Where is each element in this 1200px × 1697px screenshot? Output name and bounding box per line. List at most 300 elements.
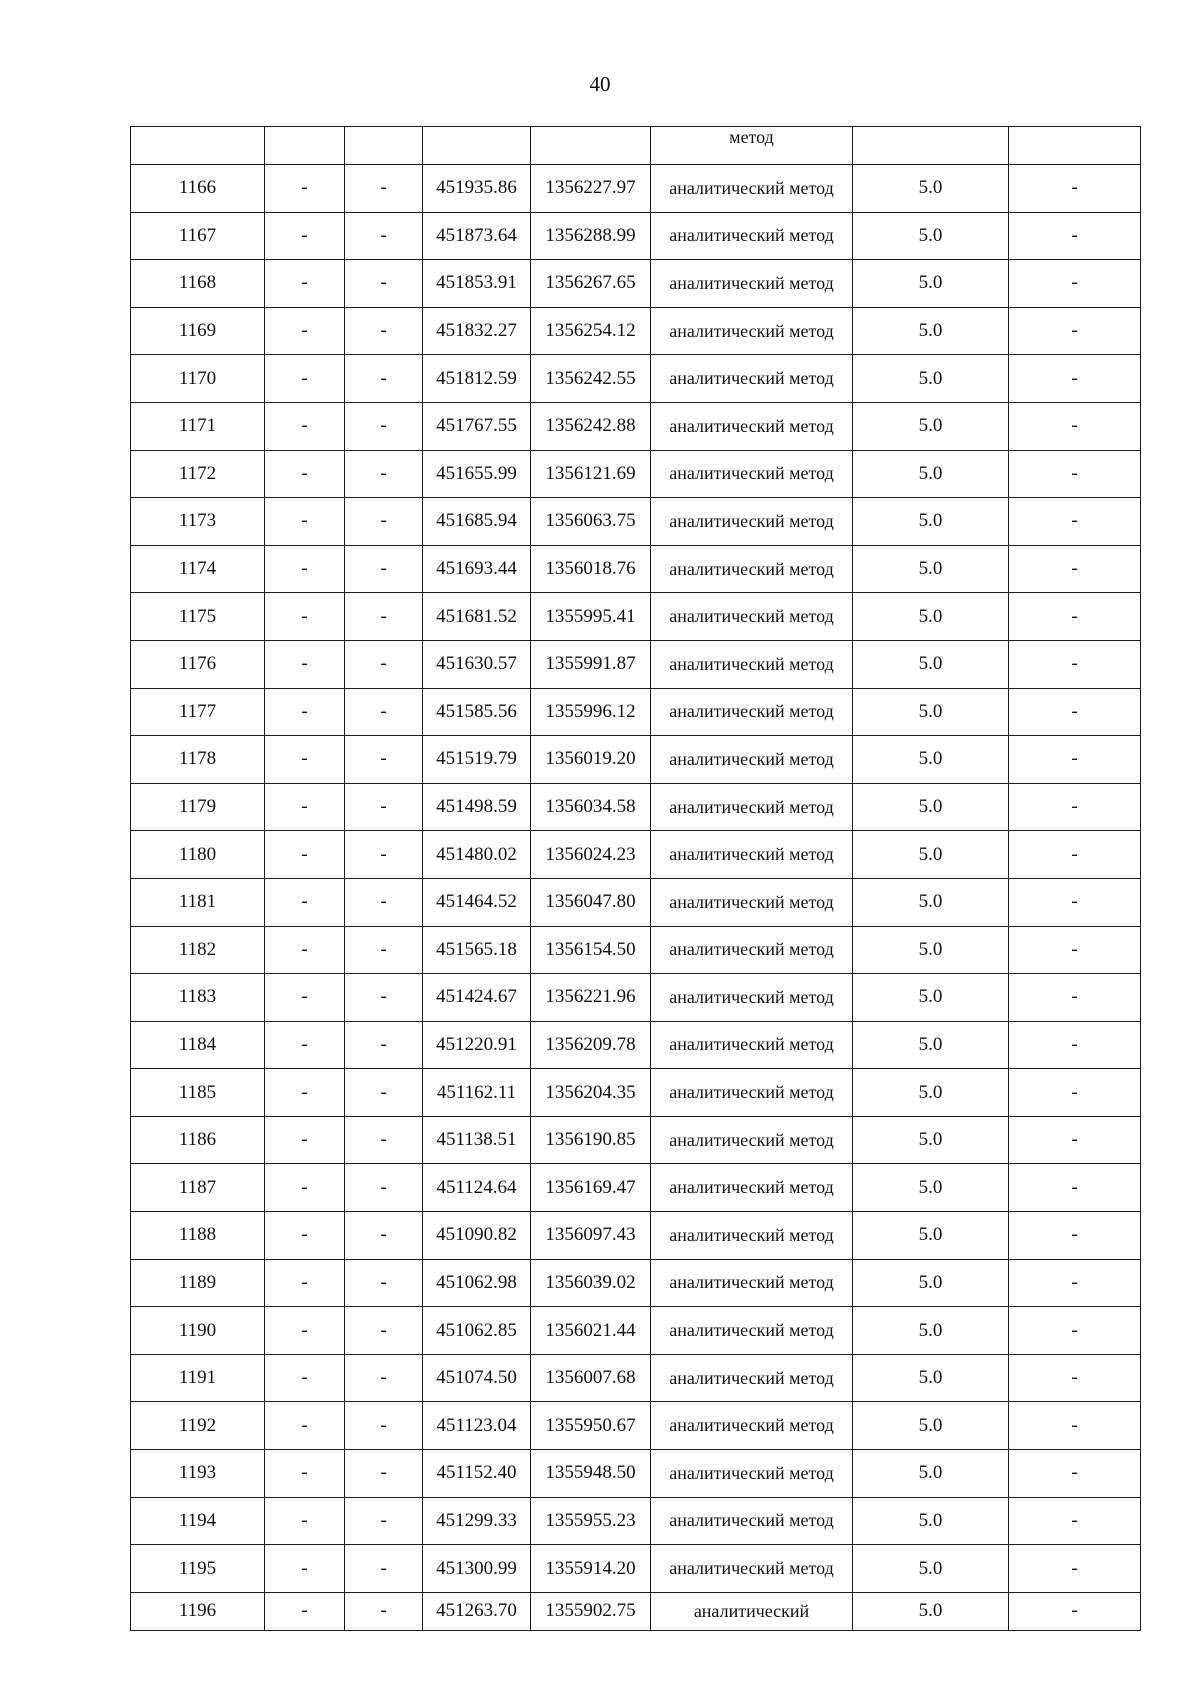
cell-col2: - [265, 307, 345, 355]
cell-method [651, 1212, 853, 1260]
method-text: аналитический метод [669, 1510, 834, 1531]
table-row [131, 1164, 1141, 1212]
method-text: аналитический метод [669, 844, 834, 865]
cell-number: 1167 [131, 212, 265, 260]
cell-number: 1172 [131, 450, 265, 498]
cell-number: 1194 [131, 1497, 265, 1545]
cell-col3: - [345, 688, 423, 736]
cell-col8: - [1009, 926, 1141, 974]
cell-y: 1355902.75 [531, 1592, 651, 1630]
method-text: аналитический метод [669, 368, 834, 389]
cell-method [651, 783, 853, 831]
cell-col3: - [345, 1212, 423, 1260]
cell-col3: - [345, 974, 423, 1022]
table-row [131, 1259, 1141, 1307]
cell-col2: - [265, 355, 345, 403]
table-row [131, 1354, 1141, 1402]
cell-col8: - [1009, 878, 1141, 926]
cell-method [651, 593, 853, 641]
method-text: аналитический метод [669, 1177, 834, 1198]
cell-y: 1355996.12 [531, 688, 651, 736]
cell-col8: - [1009, 974, 1141, 1022]
cell-y: 1356039.02 [531, 1259, 651, 1307]
method-text: аналитический метод [669, 748, 834, 769]
cell-accuracy: 5.0 [853, 260, 1009, 308]
cell-y: 1356204.35 [531, 1069, 651, 1117]
method-text: аналитический метод [669, 1272, 834, 1293]
cell-x: 451480.02 [423, 831, 531, 879]
table-row-continuation [131, 127, 1141, 165]
cell-col3: - [345, 307, 423, 355]
method-text: аналитический [693, 1600, 810, 1621]
cell-method [651, 307, 853, 355]
cell-col2: - [265, 1402, 345, 1450]
cell-y: 1356154.50 [531, 926, 651, 974]
cell-col8: - [1009, 688, 1141, 736]
table-row [131, 688, 1141, 736]
cell-col8: - [1009, 1545, 1141, 1593]
cell-col8: - [1009, 1116, 1141, 1164]
cell-number: 1177 [131, 688, 265, 736]
cell-method [651, 545, 853, 593]
cell-x: 451935.86 [423, 165, 531, 213]
cell-col8: - [1009, 545, 1141, 593]
cell-col2: - [265, 1259, 345, 1307]
cell-col2: - [265, 260, 345, 308]
cell-x: 451685.94 [423, 498, 531, 546]
cell-accuracy: 5.0 [853, 498, 1009, 546]
cell-col2: - [265, 402, 345, 450]
cell-number: 1174 [131, 545, 265, 593]
cell-y: 1356169.47 [531, 1164, 651, 1212]
cell-method [651, 878, 853, 926]
cell-number: 1169 [131, 307, 265, 355]
cell-col3: - [345, 1592, 423, 1630]
cell-y: 1355948.50 [531, 1450, 651, 1498]
cell-col8: - [1009, 736, 1141, 784]
cell-y: 1355914.20 [531, 1545, 651, 1593]
cell-col3: - [345, 1164, 423, 1212]
method-text: аналитический метод [669, 510, 834, 531]
method-text: аналитический метод [669, 320, 834, 341]
cell-col2: - [265, 736, 345, 784]
cell-col3: - [345, 1402, 423, 1450]
table-row [131, 831, 1141, 879]
cell-number: 1186 [131, 1116, 265, 1164]
cell-col3: - [345, 1354, 423, 1402]
table-row [131, 640, 1141, 688]
cell-method [651, 1592, 853, 1630]
cell-accuracy: 5.0 [853, 355, 1009, 403]
cell-y: 1356019.20 [531, 736, 651, 784]
cell-col3: - [345, 498, 423, 546]
table-row [131, 545, 1141, 593]
cell-col2: - [265, 498, 345, 546]
cell-col2: - [265, 1450, 345, 1498]
cell-accuracy: 5.0 [853, 1212, 1009, 1260]
cell-number: 1176 [131, 640, 265, 688]
cell-accuracy: 5.0 [853, 165, 1009, 213]
cell-x: 451812.59 [423, 355, 531, 403]
cell-method [651, 1021, 853, 1069]
cell-col3: - [345, 212, 423, 260]
cell-col3: - [345, 1069, 423, 1117]
table-row [131, 450, 1141, 498]
cell-y: 1356097.43 [531, 1212, 651, 1260]
cell-col8 [1009, 127, 1141, 165]
cell-number: 1173 [131, 498, 265, 546]
cell-number: 1168 [131, 260, 265, 308]
cell-x: 451853.91 [423, 260, 531, 308]
cell-method [651, 688, 853, 736]
table-row [131, 165, 1141, 213]
cell-method [651, 1497, 853, 1545]
cell-col8: - [1009, 260, 1141, 308]
cell-method [651, 1450, 853, 1498]
table-row [131, 1545, 1141, 1593]
cell-col2: - [265, 1164, 345, 1212]
cell-y: 1356034.58 [531, 783, 651, 831]
cell-accuracy: 5.0 [853, 545, 1009, 593]
cell-col2: - [265, 640, 345, 688]
table-row [131, 260, 1141, 308]
method-text: аналитический метод [669, 796, 834, 817]
cell-x: 451152.40 [423, 1450, 531, 1498]
cell-method [651, 498, 853, 546]
cell-col8: - [1009, 1592, 1141, 1630]
cell-accuracy: 5.0 [853, 736, 1009, 784]
cell-number: 1196 [131, 1592, 265, 1630]
cell-col2: - [265, 450, 345, 498]
cell-y: 1356063.75 [531, 498, 651, 546]
cell-method [651, 1354, 853, 1402]
cell-col2: - [265, 1212, 345, 1260]
table-row [131, 593, 1141, 641]
cell-y: 1356267.65 [531, 260, 651, 308]
cell-accuracy: 5.0 [853, 831, 1009, 879]
cell-x: 451299.33 [423, 1497, 531, 1545]
cell-x: 451424.67 [423, 974, 531, 1022]
cell-x: 451074.50 [423, 1354, 531, 1402]
cell-col3: - [345, 593, 423, 641]
cell-col3: - [345, 783, 423, 831]
cell-col8: - [1009, 1354, 1141, 1402]
table-row [131, 307, 1141, 355]
cell-col2: - [265, 593, 345, 641]
cell-method [651, 212, 853, 260]
cell-col3: - [345, 878, 423, 926]
cell-col8: - [1009, 1450, 1141, 1498]
cell-method [651, 1069, 853, 1117]
cell-y: 1356242.55 [531, 355, 651, 403]
method-text: аналитический метод [669, 1034, 834, 1055]
cell-col3: - [345, 1259, 423, 1307]
cell-x: 451062.85 [423, 1307, 531, 1355]
table-row [131, 1021, 1141, 1069]
cell-y: 1355991.87 [531, 640, 651, 688]
cell-method [651, 1164, 853, 1212]
cell-y: 1356227.97 [531, 165, 651, 213]
cell-number: 1190 [131, 1307, 265, 1355]
cell-accuracy: 5.0 [853, 1021, 1009, 1069]
cell-accuracy: 5.0 [853, 1259, 1009, 1307]
cell-method [651, 831, 853, 879]
cell-col8: - [1009, 355, 1141, 403]
cell-y: 1356018.76 [531, 545, 651, 593]
method-text: аналитический метод [669, 891, 834, 912]
cell-x: 451767.55 [423, 402, 531, 450]
cell-accuracy: 5.0 [853, 1592, 1009, 1630]
cell-number: 1178 [131, 736, 265, 784]
cell-col8: - [1009, 1021, 1141, 1069]
cell-col2: - [265, 1497, 345, 1545]
method-text: аналитический метод [669, 463, 834, 484]
cell-x: 451498.59 [423, 783, 531, 831]
cell-number: 1184 [131, 1021, 265, 1069]
cell-method [651, 926, 853, 974]
cell-y: 1356021.44 [531, 1307, 651, 1355]
cell-number: 1195 [131, 1545, 265, 1593]
method-text: аналитический метод [669, 1082, 834, 1103]
table-row [131, 1402, 1141, 1450]
method-text: метод [729, 127, 774, 147]
table-row [131, 1116, 1141, 1164]
cell-col2: - [265, 878, 345, 926]
cell-accuracy: 5.0 [853, 1069, 1009, 1117]
table-row [131, 212, 1141, 260]
cell-x: 451585.56 [423, 688, 531, 736]
method-text: аналитический метод [669, 1367, 834, 1388]
cell-x: 451123.04 [423, 1402, 531, 1450]
cell-col8: - [1009, 1402, 1141, 1450]
cell-y: 1356190.85 [531, 1116, 651, 1164]
cell-col2: - [265, 974, 345, 1022]
method-text: аналитический метод [669, 1129, 834, 1150]
method-text: аналитический метод [669, 701, 834, 722]
cell-col3: - [345, 1307, 423, 1355]
method-text: аналитический метод [669, 1462, 834, 1483]
cell-number: 1185 [131, 1069, 265, 1117]
method-text: аналитический метод [669, 986, 834, 1007]
cell-method [651, 736, 853, 784]
table-row [131, 736, 1141, 784]
table-row [131, 1592, 1141, 1630]
table-row [131, 1497, 1141, 1545]
cell-col8: - [1009, 593, 1141, 641]
cell-col2: - [265, 783, 345, 831]
cell-col3 [345, 127, 423, 165]
cell-number: 1188 [131, 1212, 265, 1260]
cell-number: 1183 [131, 974, 265, 1022]
cell-method [651, 1402, 853, 1450]
cell-col8: - [1009, 1069, 1141, 1117]
cell-method [651, 640, 853, 688]
table-row [131, 402, 1141, 450]
cell-method [651, 1116, 853, 1164]
cell-x: 451832.27 [423, 307, 531, 355]
cell-accuracy: 5.0 [853, 1164, 1009, 1212]
cell-accuracy: 5.0 [853, 450, 1009, 498]
cell-number: 1193 [131, 1450, 265, 1498]
table-row [131, 1212, 1141, 1260]
cell-col8: - [1009, 402, 1141, 450]
method-text: аналитический метод [669, 272, 834, 293]
method-text: аналитический метод [669, 606, 834, 627]
cell-accuracy: 5.0 [853, 212, 1009, 260]
cell-number [131, 127, 265, 165]
cell-col8: - [1009, 640, 1141, 688]
cell-x: 451693.44 [423, 545, 531, 593]
cell-col8: - [1009, 1212, 1141, 1260]
cell-x: 451300.99 [423, 1545, 531, 1593]
cell-x: 451630.57 [423, 640, 531, 688]
cell-col8: - [1009, 1164, 1141, 1212]
coordinates-table [130, 126, 1141, 1631]
method-text: аналитический метод [669, 653, 834, 674]
cell-col8: - [1009, 498, 1141, 546]
cell-y: 1355995.41 [531, 593, 651, 641]
cell-number: 1180 [131, 831, 265, 879]
cell-accuracy: 5.0 [853, 1545, 1009, 1593]
cell-accuracy [853, 127, 1009, 165]
method-text: аналитический метод [669, 1415, 834, 1436]
cell-method [651, 260, 853, 308]
cell-col2: - [265, 1116, 345, 1164]
cell-method [651, 127, 853, 165]
cell-x: 451464.52 [423, 878, 531, 926]
cell-number: 1191 [131, 1354, 265, 1402]
cell-col2: - [265, 212, 345, 260]
cell-col2: - [265, 1545, 345, 1593]
cell-method [651, 165, 853, 213]
cell-accuracy: 5.0 [853, 1450, 1009, 1498]
cell-accuracy: 5.0 [853, 1402, 1009, 1450]
cell-col3: - [345, 640, 423, 688]
cell-x: 451138.51 [423, 1116, 531, 1164]
cell-col3: - [345, 1021, 423, 1069]
cell-col2: - [265, 1069, 345, 1117]
table-row [131, 783, 1141, 831]
method-text: аналитический метод [669, 1320, 834, 1341]
cell-y: 1356121.69 [531, 450, 651, 498]
cell-y: 1355955.23 [531, 1497, 651, 1545]
cell-x: 451519.79 [423, 736, 531, 784]
cell-accuracy: 5.0 [853, 688, 1009, 736]
cell-col3: - [345, 831, 423, 879]
cell-accuracy: 5.0 [853, 926, 1009, 974]
cell-col8: - [1009, 165, 1141, 213]
cell-col3: - [345, 1116, 423, 1164]
table-row [131, 498, 1141, 546]
cell-x: 451220.91 [423, 1021, 531, 1069]
method-text: аналитический метод [669, 225, 834, 246]
cell-col8: - [1009, 212, 1141, 260]
cell-number: 1170 [131, 355, 265, 403]
cell-method [651, 1545, 853, 1593]
cell-col3: - [345, 260, 423, 308]
cell-accuracy: 5.0 [853, 593, 1009, 641]
cell-col2: - [265, 545, 345, 593]
cell-method [651, 1307, 853, 1355]
cell-number: 1181 [131, 878, 265, 926]
cell-x: 451124.64 [423, 1164, 531, 1212]
cell-y: 1356024.23 [531, 831, 651, 879]
cell-x: 451681.52 [423, 593, 531, 641]
cell-col2: - [265, 831, 345, 879]
cell-x: 451263.70 [423, 1592, 531, 1630]
cell-col2: - [265, 1354, 345, 1402]
cell-col3: - [345, 1497, 423, 1545]
cell-y: 1356007.68 [531, 1354, 651, 1402]
table-row [131, 1069, 1141, 1117]
cell-method [651, 1259, 853, 1307]
cell-col2: - [265, 165, 345, 213]
cell-col3: - [345, 736, 423, 784]
cell-col3: - [345, 926, 423, 974]
cell-y: 1356288.99 [531, 212, 651, 260]
cell-x: 451090.82 [423, 1212, 531, 1260]
cell-number: 1189 [131, 1259, 265, 1307]
cell-col2: - [265, 1307, 345, 1355]
cell-y: 1356047.80 [531, 878, 651, 926]
cell-method [651, 402, 853, 450]
cell-col3: - [345, 450, 423, 498]
cell-number: 1171 [131, 402, 265, 450]
cell-accuracy: 5.0 [853, 1307, 1009, 1355]
cell-y: 1356221.96 [531, 974, 651, 1022]
cell-y: 1355950.67 [531, 1402, 651, 1450]
cell-number: 1182 [131, 926, 265, 974]
cell-col3: - [345, 1545, 423, 1593]
method-text: аналитический метод [669, 177, 834, 198]
cell-col8: - [1009, 1497, 1141, 1545]
cell-accuracy: 5.0 [853, 1354, 1009, 1402]
cell-col3: - [345, 545, 423, 593]
cell-col2: - [265, 1021, 345, 1069]
cell-accuracy: 5.0 [853, 1497, 1009, 1545]
cell-col8: - [1009, 307, 1141, 355]
cell-x [423, 127, 531, 165]
cell-x: 451162.11 [423, 1069, 531, 1117]
cell-x: 451062.98 [423, 1259, 531, 1307]
method-text: аналитический метод [669, 1224, 834, 1245]
cell-method [651, 450, 853, 498]
cell-accuracy: 5.0 [853, 1116, 1009, 1164]
cell-y: 1356242.88 [531, 402, 651, 450]
table-row [131, 355, 1141, 403]
table-row [131, 1450, 1141, 1498]
cell-col3: - [345, 355, 423, 403]
table-row [131, 974, 1141, 1022]
cell-method [651, 355, 853, 403]
table-body [131, 127, 1141, 1631]
cell-accuracy: 5.0 [853, 640, 1009, 688]
method-text: аналитический метод [669, 1558, 834, 1579]
cell-col2: - [265, 1592, 345, 1630]
cell-accuracy: 5.0 [853, 974, 1009, 1022]
cell-y: 1356254.12 [531, 307, 651, 355]
cell-number: 1179 [131, 783, 265, 831]
cell-x: 451655.99 [423, 450, 531, 498]
cell-col2: - [265, 688, 345, 736]
cell-x: 451873.64 [423, 212, 531, 260]
method-text: аналитический метод [669, 415, 834, 436]
cell-number: 1166 [131, 165, 265, 213]
cell-col2 [265, 127, 345, 165]
cell-col2: - [265, 926, 345, 974]
cell-col8: - [1009, 783, 1141, 831]
cell-col3: - [345, 402, 423, 450]
